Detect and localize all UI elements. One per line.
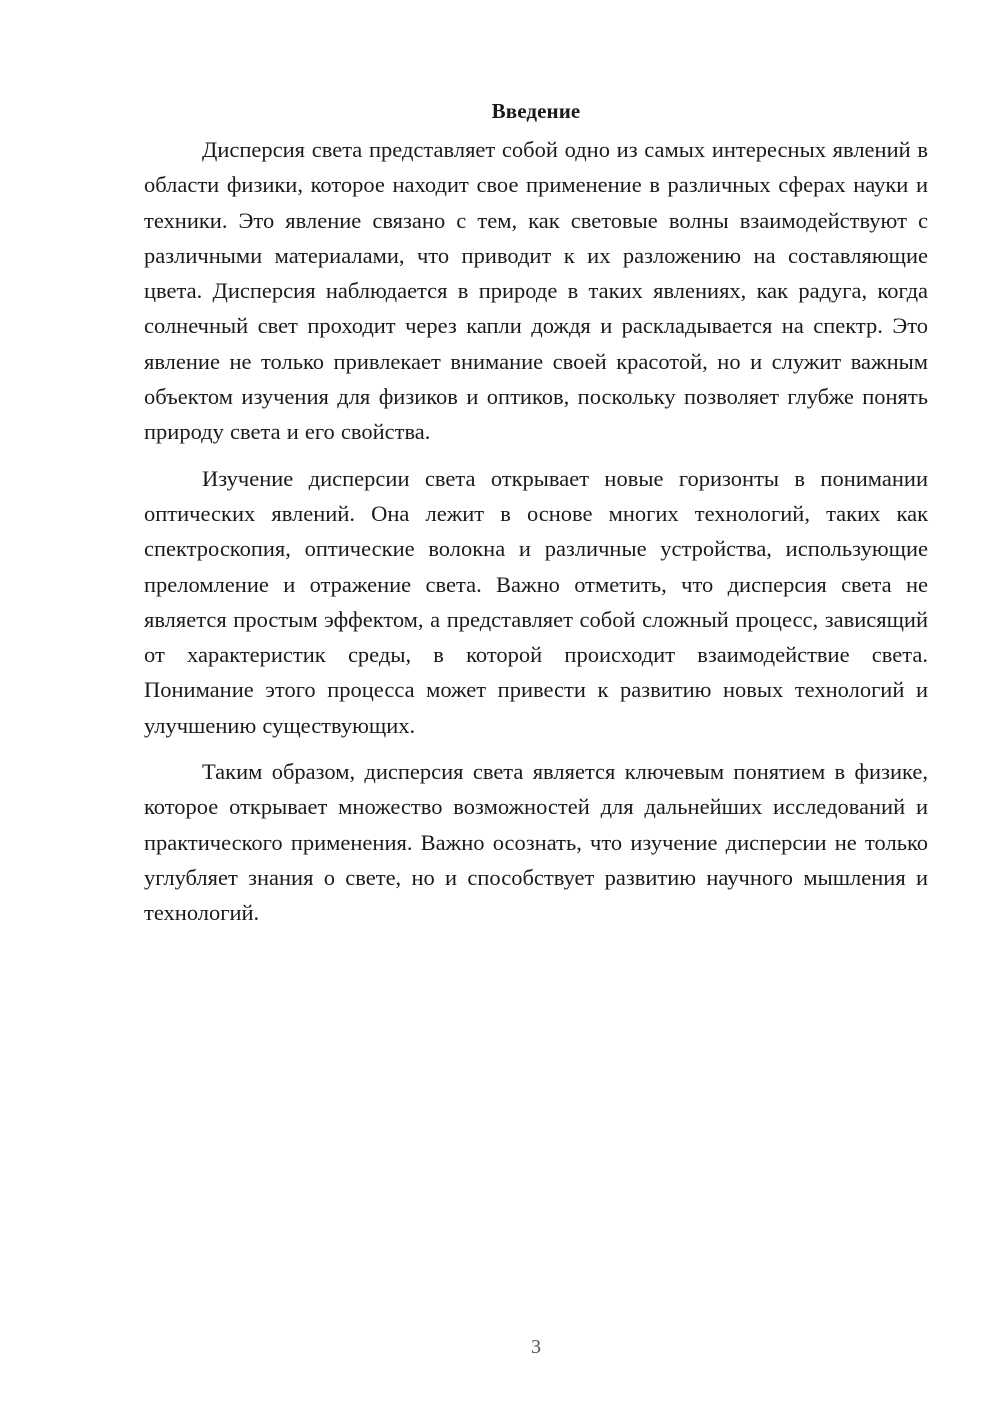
section-heading: Введение bbox=[491, 99, 581, 123]
paragraph-2: Изучение дисперсии света открывает новые горизонты в понимании оптических явлений. Она лежит в основе многих технологий, таких как спектроскопия, оптические волокна и различные устройства, использующие преломление и отражение света. Важно отметить, что дисперсия света не является простым эффектом, а представляет собой сложный процесс, зависящий от характеристик среды, в которой происходит взаимодействие света. Понимание этого процесса может привести к развитию новых технологий и улучшению существующих. bbox=[144, 465, 928, 738]
paragraph-1: Дисперсия света представляет собой одно из самых интересных явлений в области физики, которое находит свое применение в различных сферах науки и техники. Это явление связано с тем, как световые волны взаимодействуют с различными материалами, что приводит к их разложению на составляющие цвета. Дисперсия наблюдается в природе в таких явлениях, как радуга, когда солнечный свет проходит через капли дождя и раскладывается на спектр. Это явление не только привлекает внимание своей красотой, но и служит важным объектом изучения для физиков и оптиков, поскольку позволяет глубже понять природу света и его свойства. bbox=[144, 137, 928, 445]
page-number: 3 bbox=[531, 1336, 541, 1358]
paragraph-3: Таким образом, дисперсия света является ключевым понятием в физике, которое открывает множество возможностей для дальнейших исследований и практического применения. Важно осознать, что изучение дисперсии не только углубляет знания о свете, но и способствует развитию научного мышления и технологий. bbox=[144, 759, 928, 926]
page-content bbox=[144, 96, 928, 931]
